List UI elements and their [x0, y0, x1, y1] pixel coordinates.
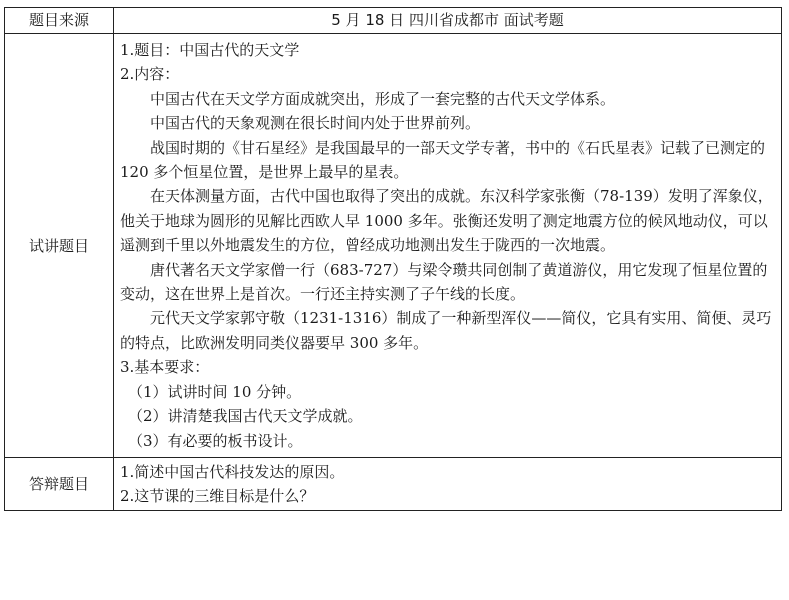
content-paragraph: 元代天文学家郭守敬（1231-1316）制成了一种新型浑仪——简仪，它具有实用、简便、灵巧的特点，比欧洲发明同类仪器要早 300 多年。: [120, 309, 772, 352]
source-label: 题目来源: [5, 8, 114, 34]
defense-label: 答辩题目: [5, 457, 114, 510]
lecture-topic: 1.题目：中国古代的天文学: [120, 41, 300, 59]
requirement-item: （3）有必要的板书设计。: [128, 431, 303, 450]
content-paragraph: 战国时期的《甘石星经》是我国最早的一部天文学专著，书中的《石氏星表》记载了已测定的 120 多个恒星位置，是世界上最早的星表。: [120, 138, 766, 182]
defense-content-cell: [114, 457, 782, 510]
content-paragraph: 在天体测量方面，古代中国也取得了突出的成就。东汉科学家张衡（78-139）发明了浑象仪，他关于地球为圆形的见解比西欧人早 1000 多年。张衡还发明了测定地震方位的候风地动仪，可以遥测到千里以外地震发生的方位，曾经成功地测出发生于陇西的一次地震。: [120, 187, 773, 255]
content-paragraph: 中国古代在天文学方面成就突出，形成了一套完整的古代天文学体系。: [150, 89, 616, 108]
requirement-item: （2）讲清楚我国古代天文学成就。: [128, 407, 363, 426]
defense-row: [5, 457, 782, 510]
source-row: [5, 8, 782, 34]
defense-content: [114, 458, 781, 510]
exam-table: [4, 7, 782, 511]
lecture-content-cell: [114, 34, 782, 458]
content-paragraph: 唐代著名天文学家僧一行（683-727）与梁令瓒共同创制了黄道游仪，用它发现了恒星位置的变动，这在世界上是首次。一行还主持实测了子午线的长度。: [120, 260, 768, 304]
source-value: 5 月 18 日 四川省成都市 面试考题: [114, 8, 782, 34]
defense-question: 2.这节课的三维目标是什么？: [120, 486, 315, 505]
content-title: 2.内容：: [120, 65, 180, 84]
requirement-item: （1）试讲时间 10 分钟。: [128, 382, 302, 401]
defense-question: 1.简述中国古代科技发达的原因。: [120, 462, 345, 481]
lecture-row: [5, 34, 782, 458]
requirements-title: 3.基本要求：: [120, 358, 210, 377]
lecture-content: [114, 34, 781, 457]
lecture-label: 试讲题目: [5, 34, 114, 458]
content-paragraph: 中国古代的天象观测在很长时间内处于世界前列。: [150, 114, 481, 133]
